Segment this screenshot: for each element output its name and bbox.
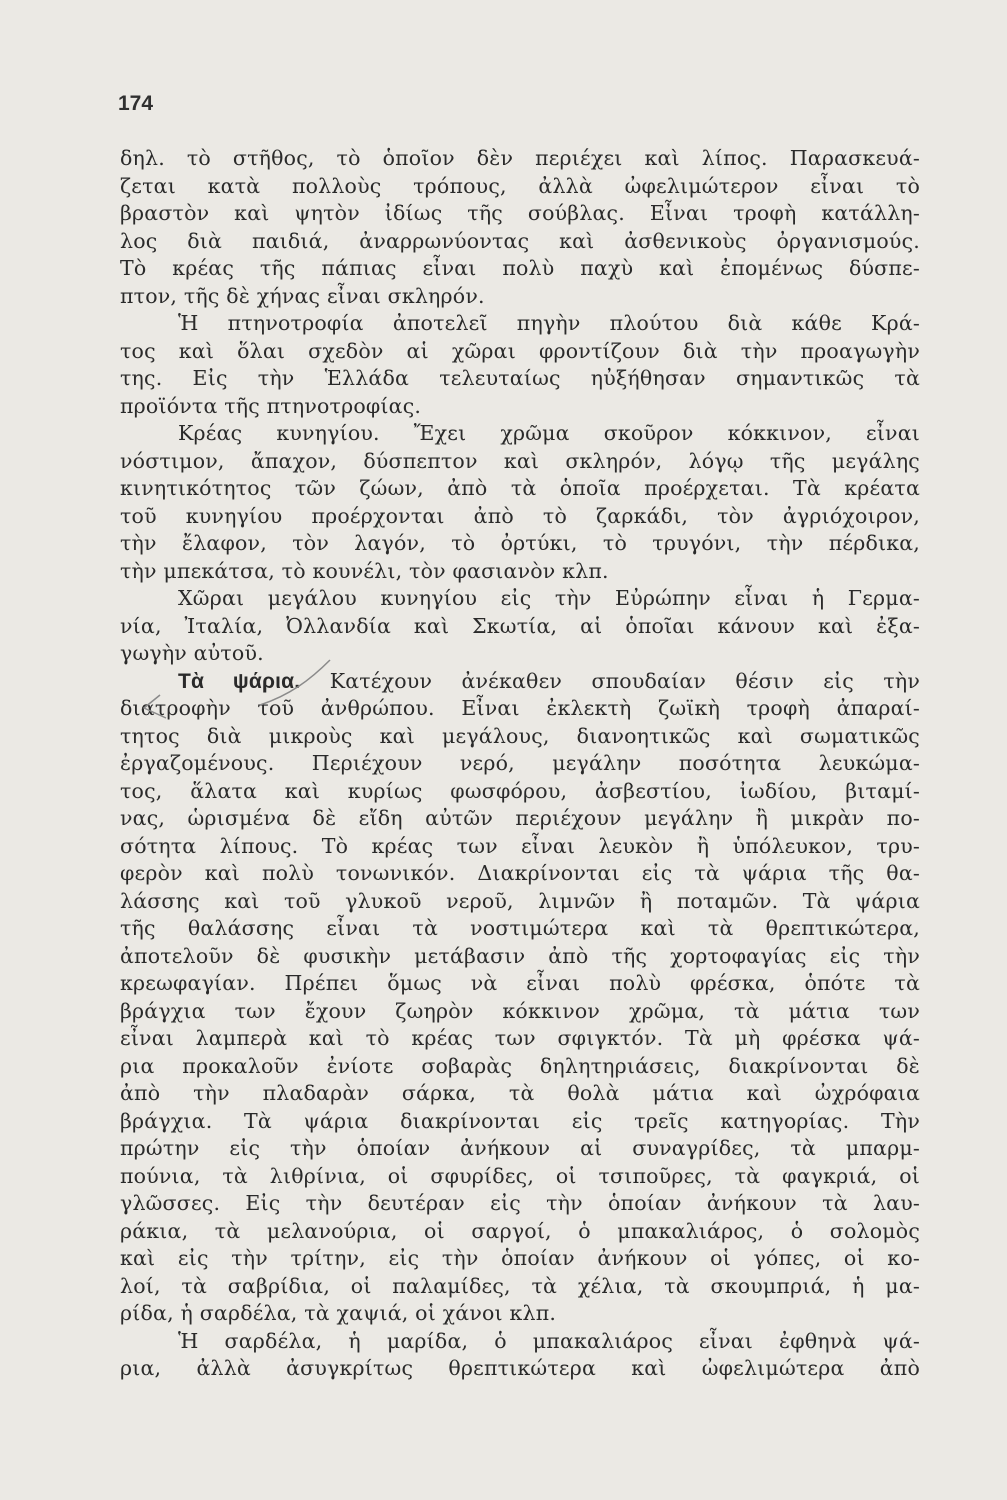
text-line	[120, 1108, 920, 1136]
line-text: Κρέας κυνηγίου. Ἔχει χρῶμα σκοῦρον κόκκινον, εἶναι	[178, 421, 920, 445]
line-text: τοῦ κυνηγίου προέρχονται ἀπὸ τὸ ζαρκάδι, τὸν ἀγριόχοιρον,	[120, 503, 920, 528]
text-line	[120, 1080, 920, 1108]
line-text: τητος διὰ μικροὺς καὶ μεγάλους, διανοητικῶς καὶ σωματικῶς	[120, 723, 920, 748]
text-line	[120, 228, 920, 256]
text-line	[120, 888, 920, 916]
text-line	[120, 173, 920, 201]
line-text: σότητα λίπους. Τὸ κρέας των εἶναι λευκὸν ἢ ὑπόλευκον, τρυ-	[120, 833, 920, 858]
line-text: λάσσης καὶ τοῦ γλυκοῦ νεροῦ, λιμνῶν ἢ ποταμῶν. Τὰ ψάρια	[120, 888, 920, 913]
line-text: βράγχια. Τὰ ψάρια διακρίνονται εἰς τρεῖς κατηγορίας. Τὴν	[120, 1108, 920, 1133]
line-text: τῆς θαλάσσης εἶναι τὰ νοστιμώτερα καὶ τὰ θρεπτικώτερα,	[120, 916, 920, 940]
text-line	[120, 1135, 920, 1163]
text-line	[120, 503, 920, 531]
line-text: Ἡ πτηνοτροφία ἀποτελεῖ πηγὴν πλούτου διὰ κάθε Κρά-	[178, 311, 920, 335]
line-text: νας, ὡρισμένα δὲ εἴδη αὐτῶν περιέχουν μεγάλην ἢ μικρὰν πο-	[120, 806, 920, 830]
text-line	[120, 1273, 920, 1301]
line-text: ράκια, τὰ μελανούρια, οἱ σαργοί, ὁ μπακαλιάρος, ὁ σολομὸς	[120, 1218, 920, 1243]
text-line	[120, 970, 920, 998]
text-line	[120, 310, 920, 338]
line-text: καὶ εἰς τὴν τρίτην, εἰς τὴν ὁποίαν ἀνήκουν οἱ γόπες, οἱ κο-	[120, 1246, 920, 1270]
line-text: ρια, ἀλλὰ ἀσυγκρίτως θρεπτικώτερα καὶ ὠφελιμώτερα ἀπὸ	[120, 1356, 920, 1380]
line-text: γωγὴν αὐτοῦ.	[120, 641, 264, 665]
line-text: ζεται κατὰ πολλοὺς τρόπους, ἀλλὰ ὠφελιμώτερον εἶναι τὸ	[120, 173, 920, 198]
text-line	[120, 585, 920, 613]
text-line	[120, 283, 920, 311]
body-text	[120, 145, 920, 1383]
line-text: πούνια, τὰ λιθρίνια, οἱ σφυρίδες, οἱ τσιποῦρες, τὰ φαγκριά, οἱ	[120, 1163, 920, 1188]
line-text: τος καὶ ὅλαι σχεδὸν αἱ χῶραι φροντίζουν διὰ τὴν προαγωγὴν	[120, 338, 920, 363]
text-line	[120, 1053, 920, 1081]
line-text: πτον, τῆς δὲ χήνας εἶναι σκληρόν.	[120, 283, 485, 308]
line-text: ρίδα, ἡ σαρδέλα, τὰ χαψιά, οἱ χάνοι κλπ.	[120, 1301, 557, 1325]
line-text: Κατέχουν ἀνέκαθεν σπουδαίαν θέσιν εἰς τὴν	[329, 668, 921, 693]
section-heading: Τὰ ψάρια.	[178, 669, 301, 693]
line-text: βραστὸν καὶ ψητὸν ἰδίως τῆς σούβλας. Εἶναι τροφὴ κατάλλη-	[120, 201, 920, 225]
text-line	[120, 1300, 920, 1328]
line-text: ἀποτελοῦν δὲ φυσικὴν μετάβασιν ἀπὸ τῆς χορτοφαγίας εἰς τὴν	[120, 943, 920, 968]
text-line	[120, 695, 920, 723]
line-text: πρώτην εἰς τὴν ὁποίαν ἀνήκουν αἱ συναγρίδες, τὰ μπαρμ-	[120, 1136, 920, 1160]
line-text: βράγχια των ἔχουν ζωηρὸν κόκκινον χρῶμα, τὰ μάτια των	[120, 998, 920, 1023]
text-line	[120, 1163, 920, 1191]
text-line	[120, 530, 920, 558]
text-line	[120, 255, 920, 283]
text-line	[120, 1355, 920, 1383]
line-text: φερὸν καὶ πολὺ τονωνικόν. Διακρίνονται εἰς τὰ ψάρια τῆς θα-	[120, 861, 920, 885]
text-line	[120, 943, 920, 971]
text-line	[120, 668, 920, 696]
text-line	[120, 860, 920, 888]
line-text: διατροφὴν τοῦ ἀνθρώπου. Εἶναι ἐκλεκτὴ ζωϊκὴ τροφὴ ἀπαραί-	[120, 696, 920, 720]
text-line	[120, 805, 920, 833]
line-text: τὴν μπεκάτσα, τὸ κουνέλι, τὸν φασιανὸν κλπ.	[120, 558, 609, 583]
line-text: ρια προκαλοῦν ἐνίοτε σοβαρὰς δηλητηριάσεις, διακρίνονται δὲ	[120, 1053, 920, 1078]
line-text: της. Εἰς τὴν Ἑλλάδα τελευταίως ηὐξήθησαν σημαντικῶς τὰ	[120, 366, 920, 390]
text-line	[120, 1245, 920, 1273]
text-line	[120, 200, 920, 228]
text-line	[120, 1328, 920, 1356]
line-text: Τὸ κρέας τῆς πάπιας εἶναι πολὺ παχὺ καὶ ἐπομένως δύσπε-	[120, 256, 920, 280]
text-line	[120, 1025, 920, 1053]
line-text: ἀπὸ τὴν πλαδαρὰν σάρκα, τὰ θολὰ μάτια καὶ ὠχρόφαια	[120, 1081, 920, 1105]
line-text: ἐργαζομένους. Περιέχουν νερό, μεγάλην ποσότητα λευκώμα-	[120, 751, 920, 775]
line-text: Ἡ σαρδέλα, ἡ μαρίδα, ὁ μπακαλιάρος εἶναι ἐφθηνὰ ψά-	[178, 1328, 920, 1353]
text-line	[120, 558, 920, 586]
line-text: εἶναι λαμπερὰ καὶ τὸ κρέας των σφιγκτόν. Τὰ μὴ φρέσκα ψά-	[120, 1026, 920, 1050]
text-line	[120, 393, 920, 421]
text-line	[120, 613, 920, 641]
text-line	[120, 475, 920, 503]
line-text: λοί, τὰ σαβρίδια, οἱ παλαμίδες, τὰ χέλια, τὰ σκουμπριά, ἡ μα-	[120, 1273, 920, 1298]
text-line	[120, 998, 920, 1026]
text-line	[120, 1190, 920, 1218]
line-text: τος, ἅλατα καὶ κυρίως φωσφόρου, ἀσβεστίου, ἰωδίου, βιταμί-	[120, 778, 920, 803]
text-line	[120, 420, 920, 448]
text-line	[120, 365, 920, 393]
line-text: δηλ. τὸ στῆθος, τὸ ὁποῖον δὲν περιέχει καὶ λίπος. Παρασκευά-	[120, 146, 920, 170]
text-line	[120, 778, 920, 806]
text-line	[120, 723, 920, 751]
text-line	[120, 640, 920, 668]
text-line	[120, 145, 920, 173]
text-line	[120, 915, 920, 943]
page-number: 174	[118, 92, 154, 115]
text-line	[120, 338, 920, 366]
line-text: Χῶραι μεγάλου κυνηγίου εἰς τὴν Εὐρώπην εἶναι ἡ Γερμα-	[178, 586, 920, 610]
text-line	[120, 448, 920, 476]
line-text: κινητικότητος τῶν ζώων, ἀπὸ τὰ ὁποῖα προέρχεται. Τὰ κρέατα	[120, 476, 920, 500]
line-text: νόστιμον, ἄπαχον, δύσπεπτον καὶ σκληρόν, λόγῳ τῆς μεγάλης	[120, 448, 920, 473]
line-text: γλῶσσες. Εἰς τὴν δευτέραν εἰς τὴν ὁποίαν ἀνήκουν τὰ λαυ-	[120, 1191, 920, 1215]
text-line	[120, 833, 920, 861]
line-text: λος διὰ παιδιά, ἀναρρωνύοντας καὶ ἀσθενικοὺς ὀργανισμούς.	[120, 228, 920, 253]
line-text: τὴν ἔλαφον, τὸν λαγόν, τὸ ὀρτύκι, τὸ τρυγόνι, τὴν πέρδικα,	[120, 531, 920, 555]
line-text: προϊόντα τῆς πτηνοτροφίας.	[120, 393, 422, 418]
text-line	[120, 750, 920, 778]
line-text: κρεωφαγίαν. Πρέπει ὅμως νὰ εἶναι πολὺ φρέσκα, ὁπότε τὰ	[120, 971, 920, 995]
text-line	[120, 1218, 920, 1246]
line-text: νία, Ἰταλία, Ὀλλανδία καὶ Σκωτία, αἱ ὁποῖαι κάνουν καὶ ἐξα-	[120, 613, 920, 638]
